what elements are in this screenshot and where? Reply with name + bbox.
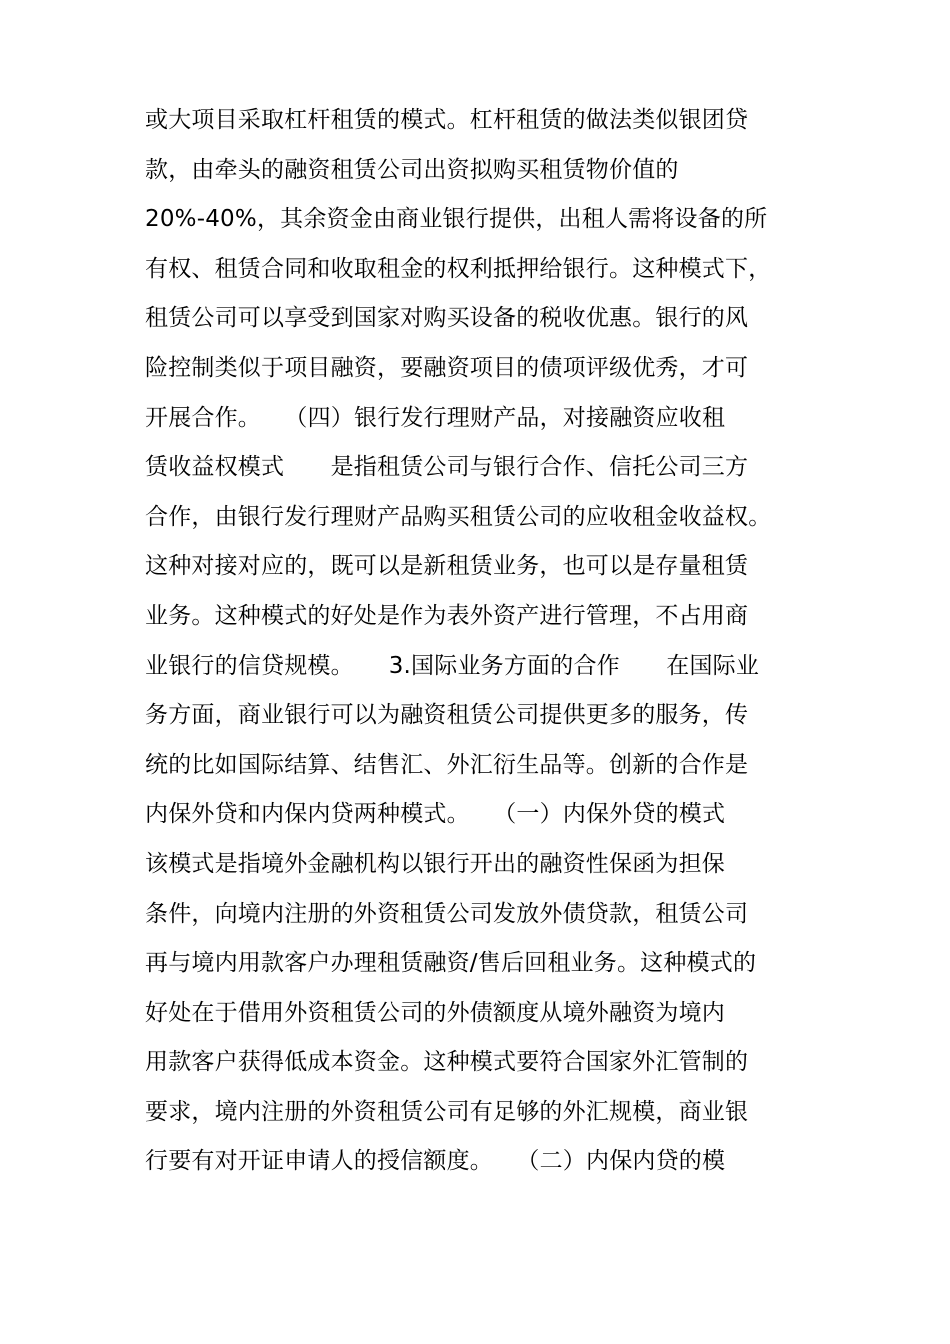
text-line: 或大项目采取杠杆租赁的模式。杠杆租赁的做法类似银团贷	[145, 107, 749, 133]
text-line: 合作，由银行发行理财产品购买租赁公司的应收租金收益权。	[145, 503, 772, 530]
text-line: 好处在于借用外资租赁公司的外债额度从境外融资为境内	[145, 999, 725, 1026]
text-line: 业银行的信贷规模。 3.国际业务方面的合作 在国际业	[145, 652, 760, 679]
text-line: 务方面，商业银行可以为融资租赁公司提供更多的服务，传	[145, 702, 749, 729]
text-line: 这种对接对应的，既可以是新租赁业务，也可以是存量租赁	[145, 553, 749, 580]
text-line: 统的比如国际结算、结售汇、外汇衍生品等。创新的合作是	[145, 751, 749, 778]
text-line: 20%-40%，其余资金由商业银行提供，出租人需将设备的所	[145, 206, 768, 233]
text-line: 赁收益权模式 是指租赁公司与银行合作、信托公司三方	[145, 454, 749, 481]
text-line: 款，由牵头的融资租赁公司出资拟购买租赁物价值的	[145, 156, 679, 183]
body-text	[145, 96, 845, 1187]
text-line: 内保外贷和内保内贷两种模式。 （一）内保外贷的模式	[145, 801, 726, 828]
text-line: 条件，向境内注册的外资租赁公司发放外债贷款，租赁公司	[145, 900, 749, 927]
text-line: 业务。这种模式的好处是作为表外资产进行管理，不占用商	[145, 602, 749, 629]
text-line: 险控制类似于项目融资，要融资项目的债项评级优秀，才可	[145, 354, 749, 381]
text-line: 该模式是指境外金融机构以银行开出的融资性保函为担保	[145, 850, 725, 877]
text-line: 再与境内用款客户办理租赁融资/售后回租业务。这种模式的	[145, 950, 757, 977]
text-line: 租赁公司可以享受到国家对购买设备的税收优惠。银行的风	[145, 305, 749, 332]
text-line: 用款客户获得低成本资金。这种模式要符合国家外汇管制的	[145, 1049, 749, 1076]
text-line: 有权、租赁合同和收取租金的权利抵押给银行。这种模式下，	[145, 255, 772, 282]
text-line: 要求，境内注册的外资租赁公司有足够的外汇规模，商业银	[145, 1098, 749, 1125]
text-line: 开展合作。 （四）银行发行理财产品，对接融资应收租	[145, 404, 726, 431]
text-line: 行要有对开证申请人的授信额度。 （二）内保内贷的模	[145, 1148, 726, 1175]
